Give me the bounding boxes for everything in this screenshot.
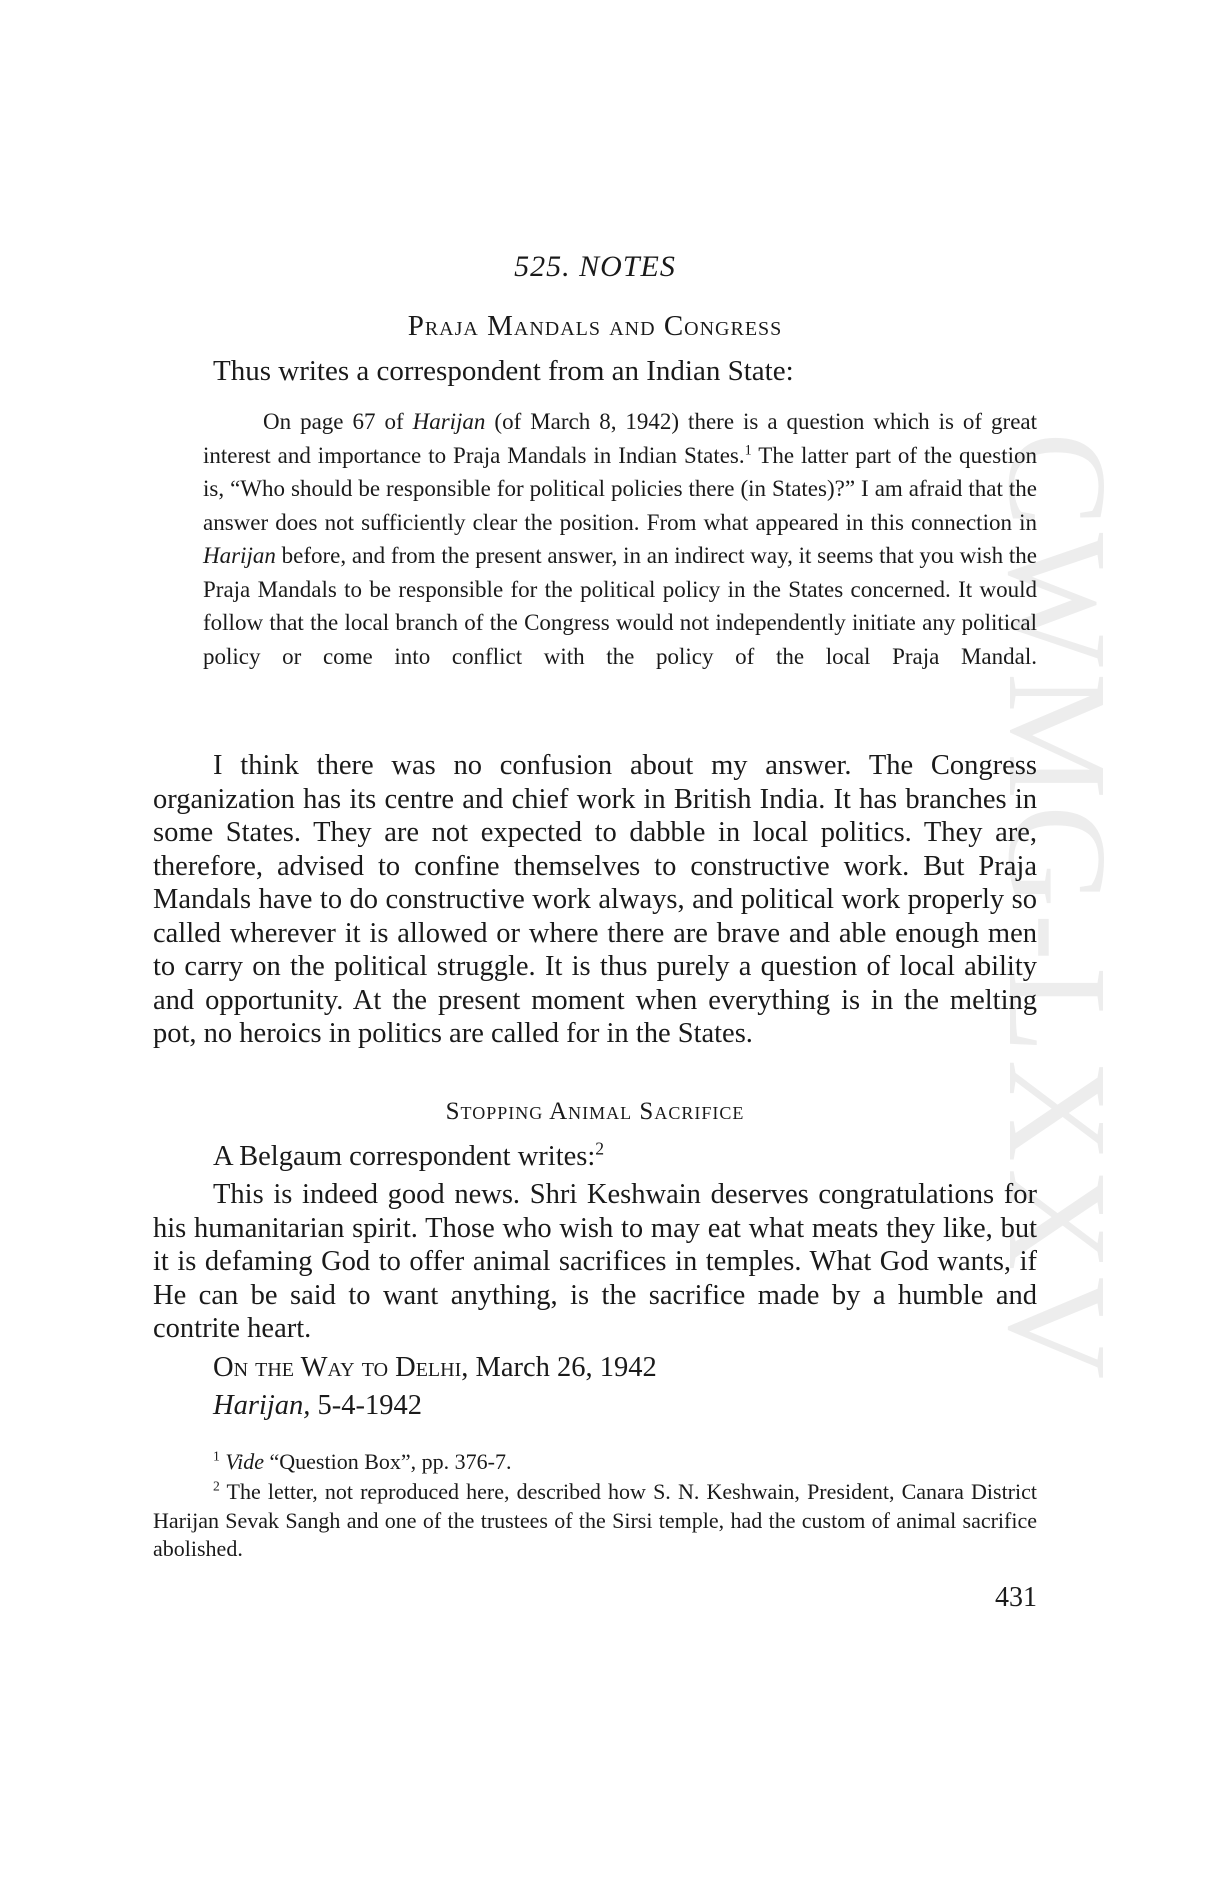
footnote-ref-2: 2 xyxy=(595,1138,605,1159)
reply-paragraph: I think there was no confusion about my answer. The Congress organization has its centre and chief work in British India. It has branches in some States. They are not expected to dabble in local politics. They are, therefore, advised to confine themselves to constructive work. But Praja Mandals have to do constructive work always, and political work properly so called wherever it is allowed or where there are brave and able enough men to carry on the political struggle. It is thus purely a question of local ability and opportunity. At the present moment when everything is in the melting pot, no heroics in politics are called for in the States. xyxy=(153,750,1037,1049)
footnote-1: $^1$ Vide “Question Box”, pp. 376-7. xyxy=(213,1448,512,1474)
page-number: 431 xyxy=(995,1582,1037,1613)
section2-paragraph: This is indeed good news. Shri Keshwain deserves congratulations for his humanitarian spirit. Those who wish to may eat what meats they like, but it is defaming God to offer animal sacrifices in temples. What God wants, if He can be said to want anything, is the sacrifice made by a humble and contrite heart. xyxy=(153,1179,1037,1344)
page-title: 525. NOTES xyxy=(514,250,676,283)
section2-intro: A Belgaum correspondent writes:$^2$ xyxy=(213,1138,605,1172)
place-date-line: On the Way to Delhi, March 26, 1942 xyxy=(213,1352,657,1383)
section-heading-praja-mandals: Praja Mandals and Congress xyxy=(407,310,783,342)
watermark-text: CWMG-LXXV xyxy=(979,432,1137,1386)
section-intro: Thus writes a correspondent from an Indian State: xyxy=(213,355,794,387)
correspondent-quote: On page 67 of Harijan (of March 8, 1942) there is a question which is of great interest and importance to Praja Mandals in Indian States.$^1$ The latter part of the question is, “Who should be responsible for political policies there (in States)?” I am afraid that the answer does not sufficiently clear the position. From what appeared in this connection in Harijan before, and from the present answer, in an indirect way, it seems that you wish the Praja Mandals to be responsible for the political policy in the States concerned. It would follow that the local branch of the Congress would not independently initiate any political policy or come into conflict with the policy of the local Praja Mandal. xyxy=(203,409,1038,669)
footnote-ref-1: 1 xyxy=(744,441,752,458)
source-line: Harijan, 5-4-1942 xyxy=(213,1390,422,1421)
footnote-2: $^2$ The letter, not reproduced here, described how S. N. Keshwain, President, Canara District Harijan Sevak Sangh and one of the trustees of the Sirsi temple, had the custom of animal sacrifice abolished. xyxy=(153,1478,1037,1561)
section-heading-animal-sacrifice: Stopping Animal Sacrifice xyxy=(445,1098,745,1125)
